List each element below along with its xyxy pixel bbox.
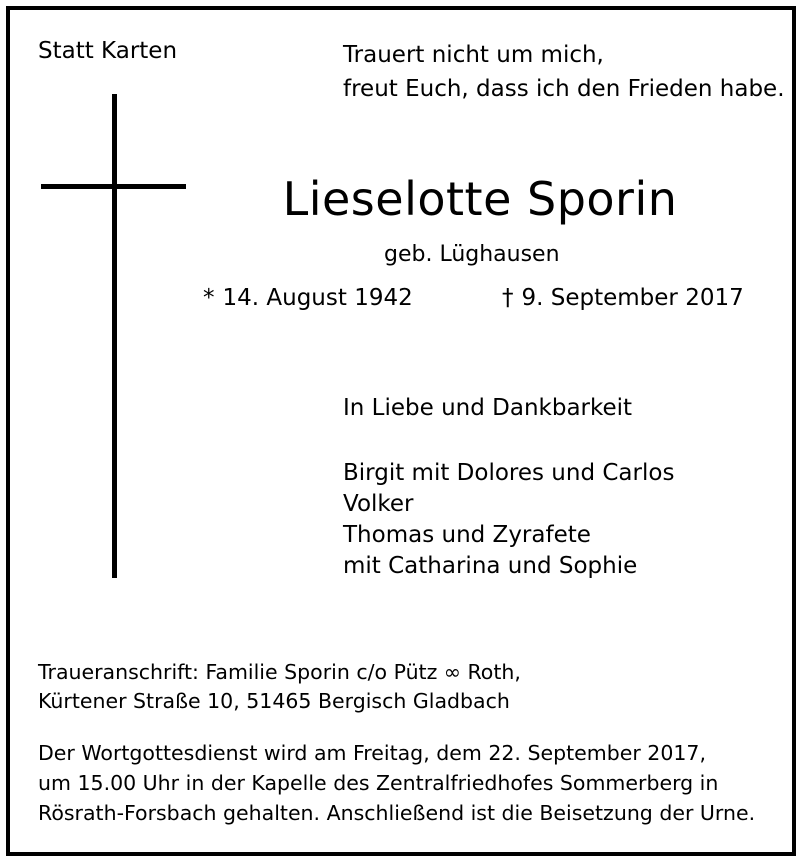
mourners-list <box>343 458 674 582</box>
service-line: Rösrath-Forsbach gehalten. Anschließend ist die Beisetzung der Urne. <box>38 801 756 825</box>
notice-border <box>6 6 796 856</box>
statt-karten-label: Statt Karten <box>38 38 178 64</box>
birth-name: geb. Lüghausen <box>384 242 560 267</box>
mourner-line: Thomas und Zyrafete <box>343 522 591 548</box>
mourner-line: Volker <box>343 491 414 517</box>
motto-line-1: Trauert nicht um mich, <box>343 42 604 68</box>
mourners-intro: In Liebe und Dankbarkeit <box>343 395 633 421</box>
birth-star-icon: * <box>203 285 215 311</box>
motto-quote <box>343 38 785 106</box>
service-line: Der Wortgottesdienst wird am Freitag, dem 22. September 2017, <box>38 741 706 765</box>
death-date <box>502 287 744 310</box>
cross-icon-horizontal-bar <box>41 184 186 189</box>
birth-date-text: 14. August 1942 <box>222 285 413 311</box>
motto-line-2: freut Euch, dass ich den Frieden habe. <box>343 76 785 102</box>
death-date-text: 9. September 2017 <box>521 285 744 311</box>
service-info <box>38 738 755 828</box>
cross-icon-vertical-bar <box>112 94 117 578</box>
address-line: Kürtener Straße 10, 51465 Bergisch Gladbach <box>38 689 510 713</box>
address-line: Traueranschrift: Familie Sporin c/o Pütz ∞ Roth, <box>38 660 521 684</box>
death-dagger-icon: † <box>502 285 514 311</box>
mourner-line: mit Catharina und Sophie <box>343 553 638 579</box>
deceased-name: Lieselotte Sporin <box>282 172 678 226</box>
service-line: um 15.00 Uhr in der Kapelle des Zentralfriedhofes Sommerberg in <box>38 771 719 795</box>
birth-date <box>203 287 413 310</box>
mourning-address <box>38 658 521 716</box>
mourner-line: Birgit mit Dolores und Carlos <box>343 460 675 486</box>
